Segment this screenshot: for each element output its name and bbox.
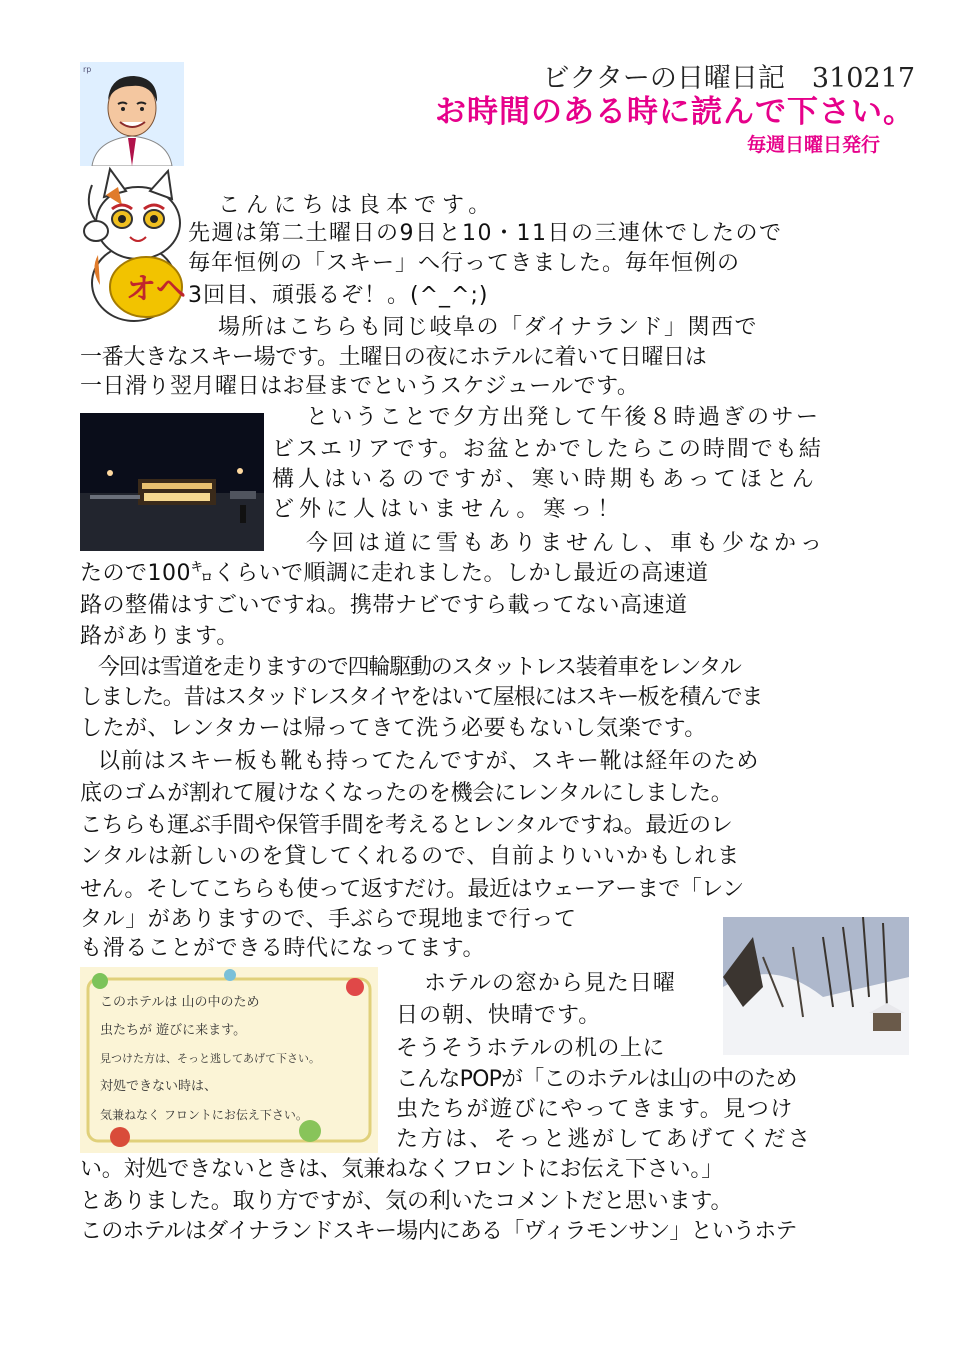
diary-title: ビクターの日曜日記 310217 (542, 63, 915, 94)
body-line: たので100㌔くらいで順調に走れました。しかし最近の高速道 (80, 561, 709, 586)
body-line: せん。そしてこちらも使って返すだけ。最近はウェーアーまで「レン (80, 877, 744, 902)
body-line: とありました。取り方ですが、気の利いたコメントだと思います。 (80, 1189, 733, 1214)
body-line: 一番大きなスキー場です。土曜日の夜にホテルに着いて日曜日は (80, 345, 707, 370)
maneki-neko-icon (80, 165, 188, 325)
body-line: 場所はこちらも同じ岐阜の「ダイナランド」関西で (218, 315, 759, 340)
body-line: 構人はいるのですが、寒い時期もあってほとん (272, 467, 818, 492)
lucky-cat-illustration (80, 165, 188, 325)
pop-card-line: このホテルは 山の中のため (100, 995, 260, 1010)
body-line: しました。昔はスタッドレスタイヤをはいて屋根にはスキー板を積んでま (80, 685, 763, 710)
body-line: そうそうホテルの机の上に (396, 1036, 665, 1061)
avatar-portrait-icon (80, 62, 184, 166)
body-line: た方は、そっと逃がしてあげてくださ (396, 1127, 813, 1152)
author-avatar (80, 62, 184, 166)
body-line: こんなPOPが「このホテルは山の中のため (396, 1067, 797, 1092)
hotel-pop-card-photo (80, 967, 378, 1153)
pop-card-line: 気兼ねなく フロントにお伝え下さい。 (100, 1108, 308, 1122)
body-line: 路の整備はすごいですね。携帯ナビですら載ってない高速道 (80, 593, 688, 618)
body-line: も滑ることができる時代になってます。 (80, 936, 486, 961)
coin-text: オヘ (126, 272, 186, 307)
body-line: したが、レンタカーは帰ってきて洗う必要もないし気楽です。 (80, 716, 707, 741)
body-line: 日の朝、快晴です。 (396, 1003, 602, 1028)
body-line: 毎年恒例の「スキー」へ行ってきました。毎年恒例の (188, 251, 741, 276)
body-line: 虫たちが遊びにやってきます。見つけ (396, 1097, 794, 1122)
snowy-morning-photo (723, 917, 909, 1055)
diary-subtitle: お時間のある時に読んで下さい。 (435, 94, 915, 130)
body-line: 路があります。 (80, 624, 240, 649)
body-line: ンタルは新しいのを貸してくれるので、自前よりいいかもしれま (80, 844, 740, 869)
service-area-night-photo (80, 413, 264, 551)
body-line: ということで夕方出発して午後８時過ぎのサー (306, 405, 821, 430)
body-line: 以前はスキー板も靴も持ってたんですが、スキー靴は経年のため (98, 749, 760, 774)
body-line: ビスエリアです。お盆とかでしたらこの時間でも結 (272, 437, 823, 462)
body-line: こちらも運ぶ手間や保管手間を考えるとレンタルですね。最近のレ (80, 813, 733, 838)
pop-card-line: 対処できない時は、 (100, 1079, 218, 1094)
night-scene-icon (80, 413, 264, 551)
body-line: このホテルはダイナランドスキー場内にある「ヴィラモンサン」というホテ (80, 1219, 797, 1244)
publication-note: 毎週日曜日発行 (746, 134, 880, 156)
body-line: い。対処できないときは、気兼ねなくフロントにお伝え下さい。」 (80, 1157, 724, 1182)
body-line: ど外に人はいません。寒っ！ (272, 497, 625, 522)
body-line: こんにちは良本です。 (218, 193, 497, 218)
pop-card-line: 虫たちが 遊びに来ます。 (100, 1023, 247, 1038)
body-line: ホテルの窓から見た日曜 (424, 971, 676, 996)
body-line: 底のゴムが割れて履けなくなったのを機会にレンタルにしました。 (80, 781, 733, 806)
snow-landscape-icon (723, 917, 909, 1055)
pop-card-line: 見つけた方は、そっと逃してあげて下さい。 (100, 1052, 320, 1065)
svg-text:rp: rp (83, 65, 92, 74)
body-line: 一日滑り翌月曜日はお昼までというスケジュールです。 (80, 374, 640, 399)
body-line: タル」がありますので、手ぶらで現地まで行って (80, 907, 577, 932)
body-line: 3回目、頑張るぞ！。(^_^;) (188, 283, 489, 308)
body-line: 先週は第二土曜日の9日と10・11日の三連休でしたので (188, 221, 783, 246)
body-line: 今回は雪道を走りますので四輪駆動のスタットレス装着車をレンタル (98, 655, 741, 680)
body-line: 今回は道に雪もありませんし、車も少なかっ (306, 531, 827, 556)
